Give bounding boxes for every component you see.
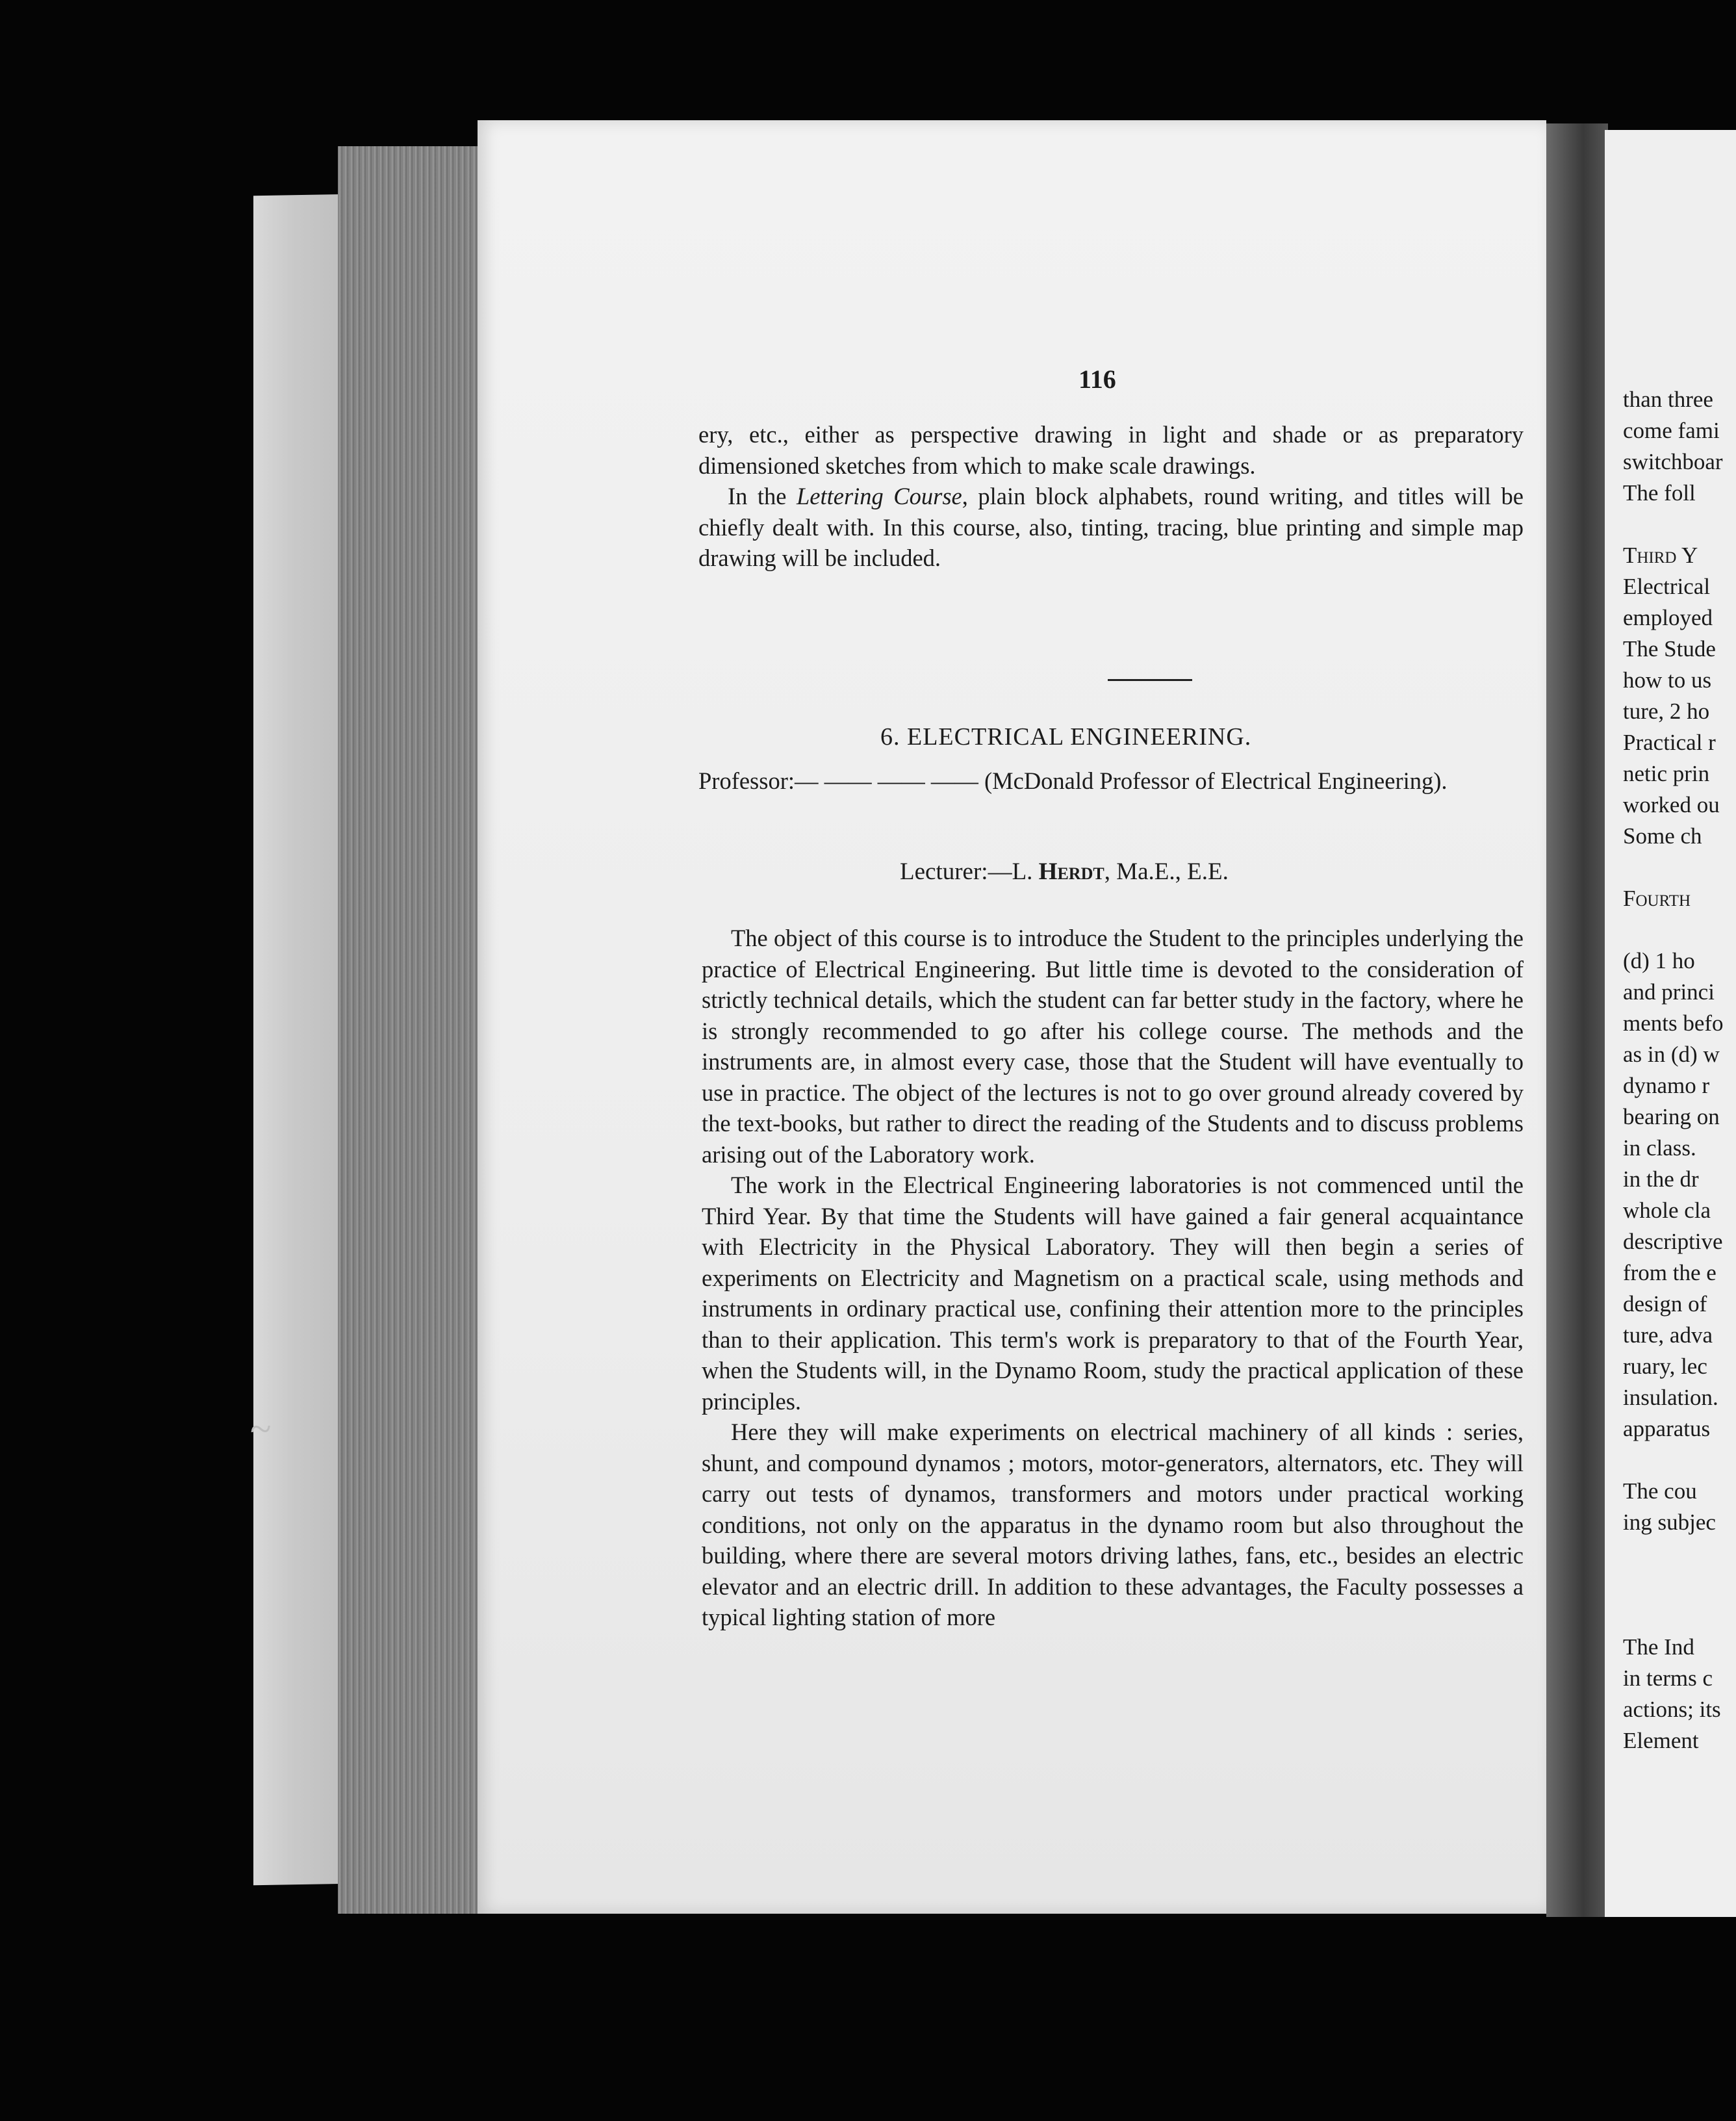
facing-page-line: design of bbox=[1623, 1291, 1707, 1317]
intro-paragraph-1: ery, etc., either as perspective drawing in light and shade or as preparatory dimensioned sketches from which to make scale drawings. bbox=[698, 421, 1524, 479]
facing-page-line: netic prin bbox=[1623, 761, 1710, 786]
facing-page-line: The Ind bbox=[1623, 1634, 1694, 1660]
facing-page-line: whole cla bbox=[1623, 1198, 1711, 1223]
section-divider bbox=[1108, 679, 1192, 681]
facing-page bbox=[1605, 130, 1736, 1917]
facing-page-line: worked ou bbox=[1623, 792, 1720, 817]
intro-paragraph-2-start: In the bbox=[728, 483, 797, 509]
facing-page-line: in class. bbox=[1623, 1135, 1696, 1161]
body-paragraph-1: The object of this course is to introduce the Student to the principles underlying the practice of Electrical Engineering. But little time is devoted to the consideration of strictly technical details, which the student can far better study in the factory, where he is strongly recommended to go after his college course. The methods and the instruments are, in almost every case, those that the Student will have eventually to use in practice. The object of the lectures is not to go over ground already covered by the text-books, but rather to direct the reading of the Students and to discuss problems arising out of the Laboratory work. bbox=[702, 925, 1524, 1168]
lecturer-suffix: , Ma.E., E.E. bbox=[1104, 858, 1229, 885]
facing-page-line: (d) 1 ho bbox=[1623, 948, 1695, 973]
facing-page-line: employed bbox=[1623, 605, 1713, 630]
body-paragraph-3: Here they will make experiments on electrical machinery of all kinds : series, shunt, and compound dynamos ; motors, motor-generators, alternators, etc. They will carry out tests of dynamos, transformers and motors under practical working conditions, not only on the apparatus in the dynamo room but also throughout the building, where there are several motors driving lathes, fans, etc., besides an electric elevator and an electric drill. In addition to these advantages, the Faculty possesses a typical lighting station of more bbox=[702, 1419, 1524, 1630]
intro-paragraph-2 bbox=[698, 481, 1524, 574]
facing-page-line: Practical r bbox=[1623, 730, 1716, 755]
facing-page-line: The Stude bbox=[1623, 636, 1716, 662]
lecturer-name: Herdt bbox=[1038, 858, 1104, 885]
facing-page-line: ture, adva bbox=[1623, 1322, 1713, 1348]
professor-line: Professor:— —— —— —— (McDonald Professor of Electrical Engineering). bbox=[698, 767, 1448, 794]
facing-page-line: bearing on bbox=[1623, 1104, 1720, 1129]
book-gutter bbox=[1546, 123, 1608, 1917]
book-cover-edge bbox=[253, 194, 351, 1886]
facing-page-line: come fami bbox=[1623, 418, 1720, 443]
facing-page-line: ruary, lec bbox=[1623, 1354, 1707, 1379]
facing-page-line: as in (d) w bbox=[1623, 1042, 1720, 1067]
facing-page-line: Some ch bbox=[1623, 823, 1702, 849]
facing-page-line: actions; its bbox=[1623, 1697, 1721, 1722]
body-paragraph-2: The work in the Electrical Engineering laboratories is not commenced until the Third Year. By that time the Students will have gained a fair general acquaintance with Electricity in the Physical Laboratory. They will then begin a series of experiments on Electricity and Magnetism on a practical scale, using methods and instruments in ordinary practical use, confining their attention more to the principles than to their application. This term's work is preparatory to that of the Fourth Year, when the Students will, in the Dynamo Room, study the practical application of these principles. bbox=[702, 1172, 1524, 1415]
facing-page-line: ture, 2 ho bbox=[1623, 699, 1710, 724]
lecturer-line bbox=[900, 858, 1229, 886]
facing-page-line: descriptive bbox=[1623, 1229, 1723, 1254]
intro-paragraph-2-end: , plain block alphabets, round writing, and titles will be chiefly dealt with. In this course, also, tinting, tracing, blue printing and simple map drawing will be included. bbox=[698, 483, 1524, 571]
facing-page-line: and princi bbox=[1623, 979, 1715, 1005]
facing-page-line: apparatus bbox=[1623, 1416, 1711, 1441]
facing-page-line: ing subjec bbox=[1623, 1510, 1716, 1535]
facing-page-line: switchboar bbox=[1623, 449, 1723, 474]
facing-page-line: Fourth bbox=[1623, 886, 1691, 911]
facing-page-line: in the dr bbox=[1623, 1166, 1699, 1192]
facing-page-line: how to us bbox=[1623, 667, 1712, 693]
intro-text bbox=[698, 419, 1524, 574]
facing-page-line: dynamo r bbox=[1623, 1073, 1710, 1098]
scan-mark: ~ bbox=[250, 1408, 272, 1450]
facing-page-line: from the e bbox=[1623, 1260, 1717, 1285]
lettering-course-title: Lettering Course bbox=[796, 483, 962, 509]
body-text bbox=[702, 923, 1524, 1633]
facing-page-line: in terms c bbox=[1623, 1665, 1713, 1691]
facing-page-line: than three bbox=[1623, 387, 1713, 412]
facing-page-line: Element bbox=[1623, 1728, 1699, 1753]
facing-page-line: The cou bbox=[1623, 1478, 1697, 1504]
page-number: 116 bbox=[1079, 365, 1116, 394]
facing-page-line: Electrical bbox=[1623, 574, 1711, 599]
lecturer-prefix: Lecturer:—L. bbox=[900, 858, 1039, 885]
facing-page-line: Third Y bbox=[1623, 543, 1698, 568]
facing-page-line: insulation. bbox=[1623, 1385, 1718, 1410]
facing-page-line: The foll bbox=[1623, 480, 1696, 506]
section-heading: 6. ELECTRICAL ENGINEERING. bbox=[880, 723, 1252, 751]
facing-page-line: ments befo bbox=[1623, 1010, 1724, 1036]
page-stack-edge bbox=[338, 146, 481, 1914]
